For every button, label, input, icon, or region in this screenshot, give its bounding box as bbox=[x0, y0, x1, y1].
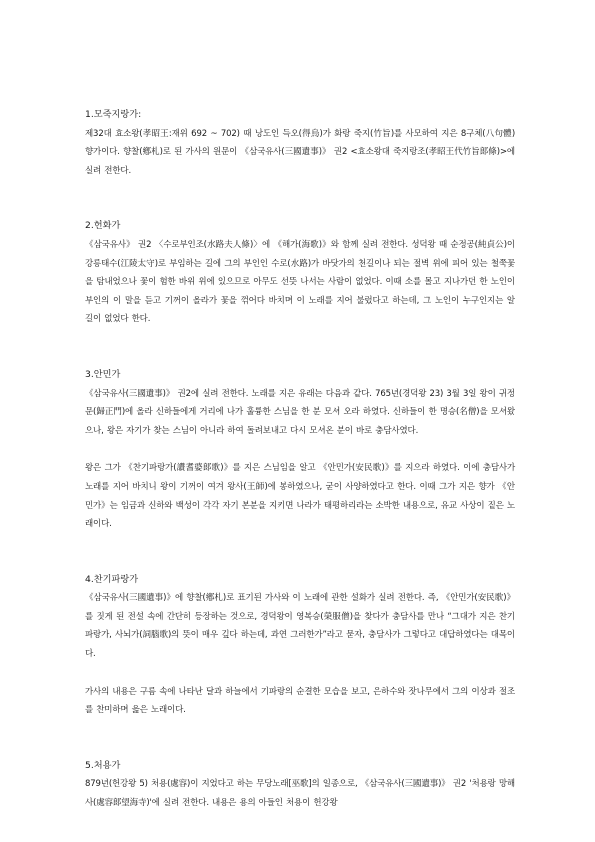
section-paragraph: 왕은 그가 《찬기파랑가(讚耆婆郞歌)》를 지은 스님임을 알고 《안민가(安民歌)》를 지으라 하였다. 이에 충담사가 노래를 지어 바치니 왕이 기꺼이 여겨 왕사(王師)에 봉하였으나, 굳이 사양하였다고 한다. 이때 그가 지은 향가 《안민가》는 임금과 신하와 백성이 각각 자기 본분을 지키면 나라가 태평하리라는 소박한 내용으로, 유교 사상이 짙은 노래이다. bbox=[85, 463, 515, 530]
document-body bbox=[85, 106, 515, 813]
section-paragraph: 《삼국유사》 권2 〈수로부인조(水路夫人條)〉에 《해가(海歌)》와 함께 실려 전한다. 성덕왕 때 순정공(純貞公)이 강릉태수(江陵太守)로 부임하는 길에 그의 부인인 수로(水路)가 바닷가의 천길이나 되는 절벽 위에 피어 있는 철쭉꽃을 탐내었으나 꽃이 험한 바위 위에 있으므로 아무도 선뜻 나서는 사람이 없었다. 이때 소를 몰고 지나가던 한 노인이 부인의 이 말을 듣고 기꺼이 올라가 꽃을 꺾어다 바치며 이 노래를 지어 불렀다고 하는데, 그 노인이 누구인지는 알 길이 없었다 한다. bbox=[85, 239, 515, 325]
section-paragraph: 879년(헌강왕 5) 처용(處容)이 지었다고 하는 무당노래[巫歌]의 일종으로, 《삼국유사(三國遺事)》 권2 '처용랑 망해사(處容郞望海寺)'에 실려 전한다. 내용은 용의 아들인 처용이 헌강왕 bbox=[85, 779, 515, 809]
section-changiparangga bbox=[85, 571, 515, 720]
section-title: 4.찬기파랑가 bbox=[85, 573, 139, 585]
section-mojukjirangga bbox=[85, 106, 515, 180]
section-title: 2.헌화가 bbox=[85, 220, 121, 232]
section-paragraph: 제32대 효소왕(孝昭王:재위 692 ~ 702) 때 낭도인 득오(得烏)가 화랑 죽지(竹旨)를 사모하여 지은 8구체(八句體) 향가이다. 향찰(鄕札)로 된 가사의 원문이 《삼국유사(三國遺事)》 권2 <효소왕대 죽지랑조(孝昭王代竹旨郞條)>에 실려 전한다. bbox=[85, 128, 515, 176]
section-paragraph: 가사의 내용은 구름 속에 나타난 달과 하늘에서 기파랑의 순결한 모습을 보고, 은하수와 잣나무에서 그의 이상과 절조를 찬미하며 읊은 노래이다. bbox=[85, 686, 515, 716]
section-heonhwaga bbox=[85, 217, 515, 329]
section-cheoyongga bbox=[85, 757, 515, 813]
section-title: 3.안민가 bbox=[85, 368, 121, 380]
section-paragraph: 《삼국유사(三國遺事)》 권2에 실려 전한다. 노래를 지은 유래는 다음과 같다. 765년(경덕왕 23) 3월 3일 왕이 귀정문(歸正門)에 올라 신하들에게 거리에 나가 훌륭한 스님을 한 분 모셔 오라 하였다. 신하들이 한 명승(名僧)을 모셔왔으나, 왕은 자기가 찾는 스님이 아니라 하여 돌려보내고 다시 모셔온 분이 바로 충담사였다. bbox=[85, 388, 515, 436]
section-title: 1.모죽지랑가: bbox=[85, 109, 142, 120]
section-paragraph: 《삼국유사(三國遺事)》에 향찰(鄕札)로 표기된 가사와 이 노래에 관한 설화가 실려 전한다. 즉, 《안민가(安民歌)》를 짓게 된 전설 속에 간단히 등장하는 것으로, 경덕왕이 영복승(榮服僧)을 찾다가 충담사를 만나 “그대가 지은 찬기파랑가, 사뇌가(詞腦歌)의 뜻이 매우 깊다 하는데, 과연 그러한가”라고 묻자, 충담사가 그렇다고 대답하였다는 대목이다. bbox=[85, 593, 515, 660]
section-title: 5.처용가 bbox=[85, 759, 121, 771]
section-anminga bbox=[85, 366, 515, 534]
